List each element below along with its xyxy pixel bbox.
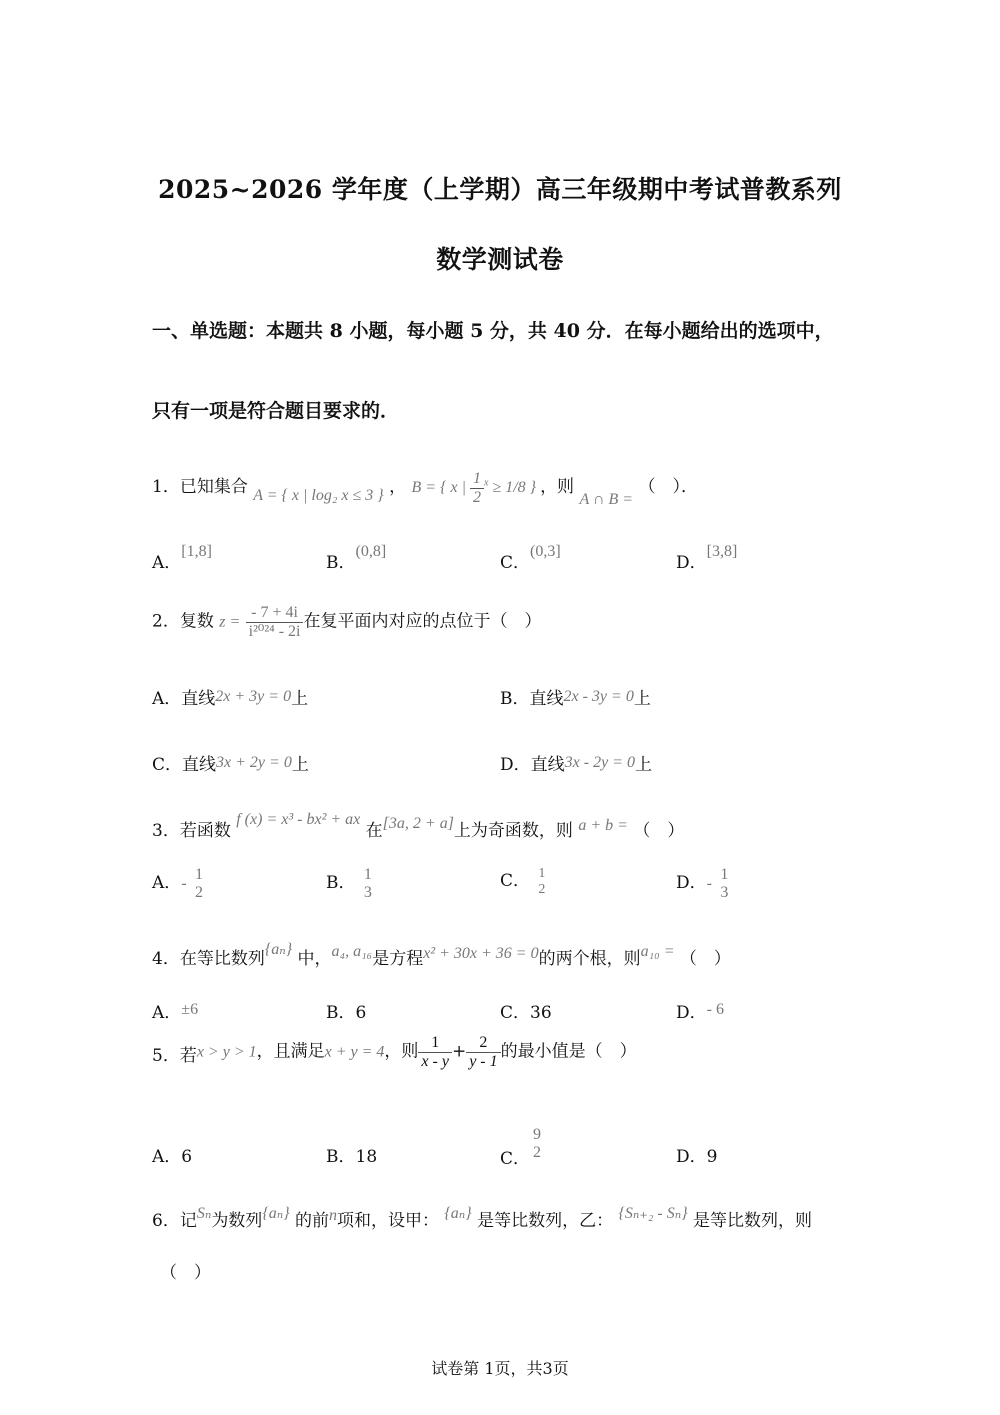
q2-option-c: C．直线3x + 2y = 0上 — [152, 754, 309, 775]
q3-option-a: A．- 1 2 — [152, 866, 204, 901]
q1-sep2: ，则 — [540, 476, 575, 497]
q3-option-d: D．- 1 3 — [676, 866, 729, 901]
q5-option-d: D．9 — [676, 1147, 718, 1167]
section-heading-line1: 一、单选题：本题共 8 小题，每小题 5 分，共 40 分．在每小题给出的选项中， — [152, 320, 834, 342]
q5-cond1: x > y > 1 — [196, 1043, 257, 1061]
q4-target: a₁₀ = — [640, 943, 675, 960]
q1-target: A ∩ B = — [579, 490, 634, 508]
q2-option-a: A．直线2x + 3y = 0上 — [152, 688, 309, 709]
question-3-stem: 3．若函数 f (x) = x³ - bx² + ax 在[3a, 2 + a]上为奇函数，则 a + b = （ ） — [152, 811, 685, 841]
q5-option-b: B．18 — [326, 1147, 378, 1167]
q6-seq2: {aₙ} — [444, 1205, 472, 1222]
question-4-stem: 4．在等比数列{aₙ} 中，a₄, a₁₆是方程x² + 30x + 36 = 0的两个根，则a₁₀ = （ ） — [152, 941, 731, 969]
q2-option-b: B．直线2x - 3y = 0上 — [500, 688, 651, 709]
question-5-stem: 5．若x > y > 1，且满足x + y = 4，则 $\frac{1}{x - y}$ + $\frac{2}{y - 1}$ 的最小值是（ ） — [152, 1034, 637, 1070]
q4-seq: {aₙ} — [264, 941, 293, 958]
q2-fraction: $\frac{- 7 + 4i}{\text{i²⁰²⁴ - 2i}}$ — [246, 604, 304, 640]
q4-option-b: B．6 — [326, 1003, 367, 1023]
q1-sep1: ， — [389, 476, 407, 497]
q6-sn: Sₙ — [196, 1205, 212, 1222]
question-2-stem: 2．复数 z = $\frac{- 7 + 4i}{\text{i²⁰²⁴ - 2i}}$ 在复平面内对应的点位于（ ） — [152, 604, 542, 640]
q1-set-a: A = { x | log₂ x ≤ 3 } — [253, 486, 384, 504]
q3-option-c: C． 1 2 — [500, 866, 546, 897]
q5-option-a: A．6 — [152, 1147, 193, 1167]
q1-label: 1．已知集合 — [152, 476, 248, 497]
q3-target: a + b = — [578, 817, 628, 834]
q1-option-a: A．[1,8] — [152, 543, 212, 573]
q3-interval: [3a, 2 + a] — [382, 815, 454, 832]
q4-option-d: D．- 6 — [676, 1001, 724, 1023]
section-heading-line2: 只有一项是符合题目要求的． — [152, 400, 400, 422]
q4-option-c: C．36 — [500, 1003, 552, 1023]
q3-option-b: B． 1 3 — [326, 866, 372, 901]
q5-fraction-1: $\frac{1}{x - y}$ — [418, 1034, 452, 1070]
q2-option-d: D．直线3x - 2y = 0上 — [500, 754, 652, 775]
q6-n: n — [329, 1207, 337, 1224]
q4-equation: x² + 30x + 36 = 0 — [423, 945, 539, 962]
q1-option-b: B．(0,8] — [326, 543, 387, 573]
q6-seq3: {Sₙ₊₂ - Sₙ} — [618, 1205, 688, 1222]
exam-subtitle: 数学测试卷 — [436, 245, 564, 274]
question-6-stem: 6．记Sₙ为数列{aₙ} 的前n项和，设甲： {aₙ} 是等比数列，乙： {Sₙ₊₂ - Sₙ} 是等比数列，则 — [152, 1205, 813, 1231]
q4-option-a: A．±6 — [152, 1001, 199, 1023]
q2-z: z = — [219, 613, 241, 631]
q1-blank: （ ）． — [638, 476, 698, 497]
q3-function: f (x) = x³ - bx² + ax — [236, 811, 361, 828]
q6-blank: （ ） — [160, 1263, 211, 1283]
q1-option-d: D．[3,8] — [676, 543, 738, 573]
q1-set-b: B = { x | $\frac{1}{2}$ $^x$ ≥ 1/8 } — [411, 470, 537, 506]
q6-seq: {aₙ} — [262, 1205, 290, 1222]
exam-title: 2025~2026 学年度（上学期）高三年级期中考试普教系列 — [158, 175, 842, 204]
q4-terms: a₄, a₁₆ — [331, 943, 373, 960]
q5-cond2: x + y = 4 — [324, 1043, 385, 1061]
q5-fraction-2: $\frac{2}{y - 1}$ — [466, 1034, 500, 1070]
q1-option-c: C．(0,3] — [500, 543, 561, 573]
question-1-stem — [152, 470, 698, 506]
page-footer: 试卷第 1页，共3页 — [431, 1359, 569, 1378]
q5-option-c: C． 9 2 — [500, 1126, 542, 1170]
